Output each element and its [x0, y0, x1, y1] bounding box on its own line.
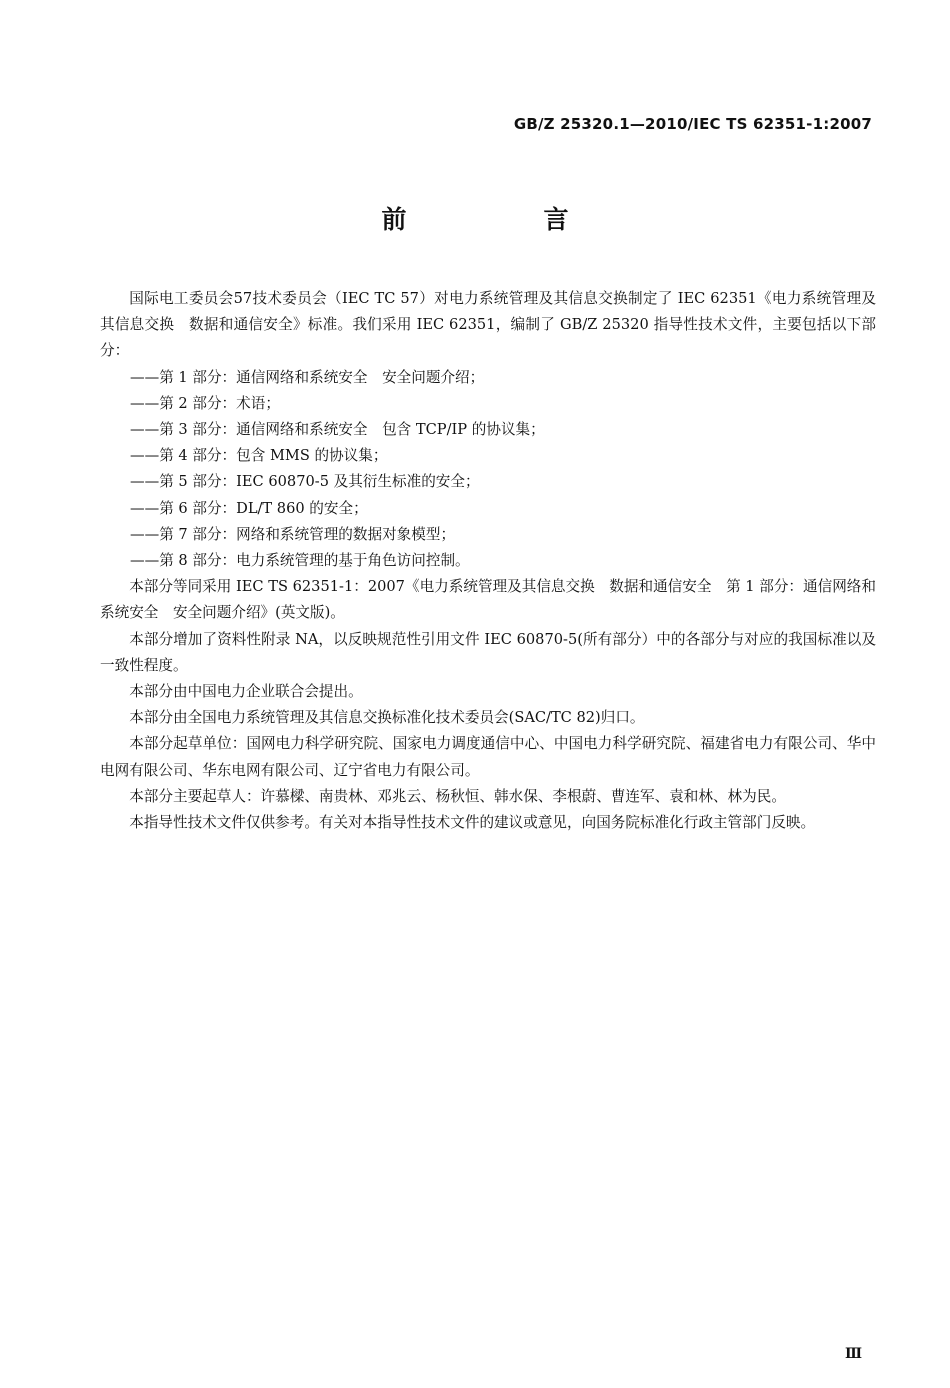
adoption-paragraph: 本部分等同采用 IEC TS 62351-1：2007《电力系统管理及其信息交换 数据和通信安全 第 1 部分：通信网络和系统安全 安全问题介绍》(英文版)。 — [100, 578, 876, 622]
foreword-body — [100, 286, 876, 836]
drafters-paragraph: 本部分主要起草人：许慕樑、南贵林、邓兆云、杨秋恒、韩水保、李根蔚、曹连军、袁和林、林为民。 — [129, 787, 786, 805]
part-list-item: ——第 3 部分：通信网络和系统安全 包含 TCP/IP 的协议集； — [130, 421, 545, 439]
part-list-item: ——第 7 部分：网络和系统管理的数据对象模型； — [130, 525, 456, 543]
part-list-item: ——第 4 部分：包含 MMS 的协议集； — [130, 447, 388, 465]
part-list-item: ——第 8 部分：电力系统管理的基于角色访问控制。 — [130, 552, 470, 570]
standard-number-header: GB/Z 25320.1—2010/IEC TS 62351-1:2007 — [513, 115, 872, 133]
intro-paragraph: 国际电工委员会57技术委员会（IEC TC 57）对电力系统管理及其信息交换制定了 IEC 62351《电力系统管理及其信息交换 数据和通信安全》标准。我们采用 IEC 62351，编制了 GB/Z 25320 指导性技术文件，主要包括以下部分： — [100, 290, 876, 360]
part-list-item: ——第 5 部分：IEC 60870-5 及其衍生标准的安全； — [130, 473, 480, 491]
part-list-item: ——第 2 部分：术语； — [130, 394, 280, 412]
page-number: Ⅲ — [844, 1346, 862, 1362]
part-list-item: ——第 1 部分：通信网络和系统安全 安全问题介绍； — [130, 368, 485, 386]
reference-note-paragraph: 本指导性技术文件仅供参考。有关对本指导性技术文件的建议或意见，向国务院标准化行政主管部门反映。 — [129, 814, 816, 832]
part-list-item: ——第 6 部分：DL/T 860 的安全； — [130, 499, 368, 517]
drafting-units-paragraph: 本部分起草单位：国网电力科学研究院、国家电力调度通信中心、中国电力科学研究院、福建省电力有限公司、华中电网有限公司、华东电网有限公司、辽宁省电力有限公司。 — [100, 735, 876, 779]
proposer-paragraph: 本部分由中国电力企业联合会提出。 — [129, 683, 363, 701]
annex-paragraph: 本部分增加了资料性附录 NA，以反映规范性引用文件 IEC 60870-5(所有部分）中的各部分与对应的我国标准以及一致性程度。 — [100, 630, 876, 674]
committee-paragraph: 本部分由全国电力系统管理及其信息交换标准化技术委员会(SAC/TC 82)归口。 — [129, 709, 645, 727]
page-title: 前 言 — [381, 205, 625, 234]
